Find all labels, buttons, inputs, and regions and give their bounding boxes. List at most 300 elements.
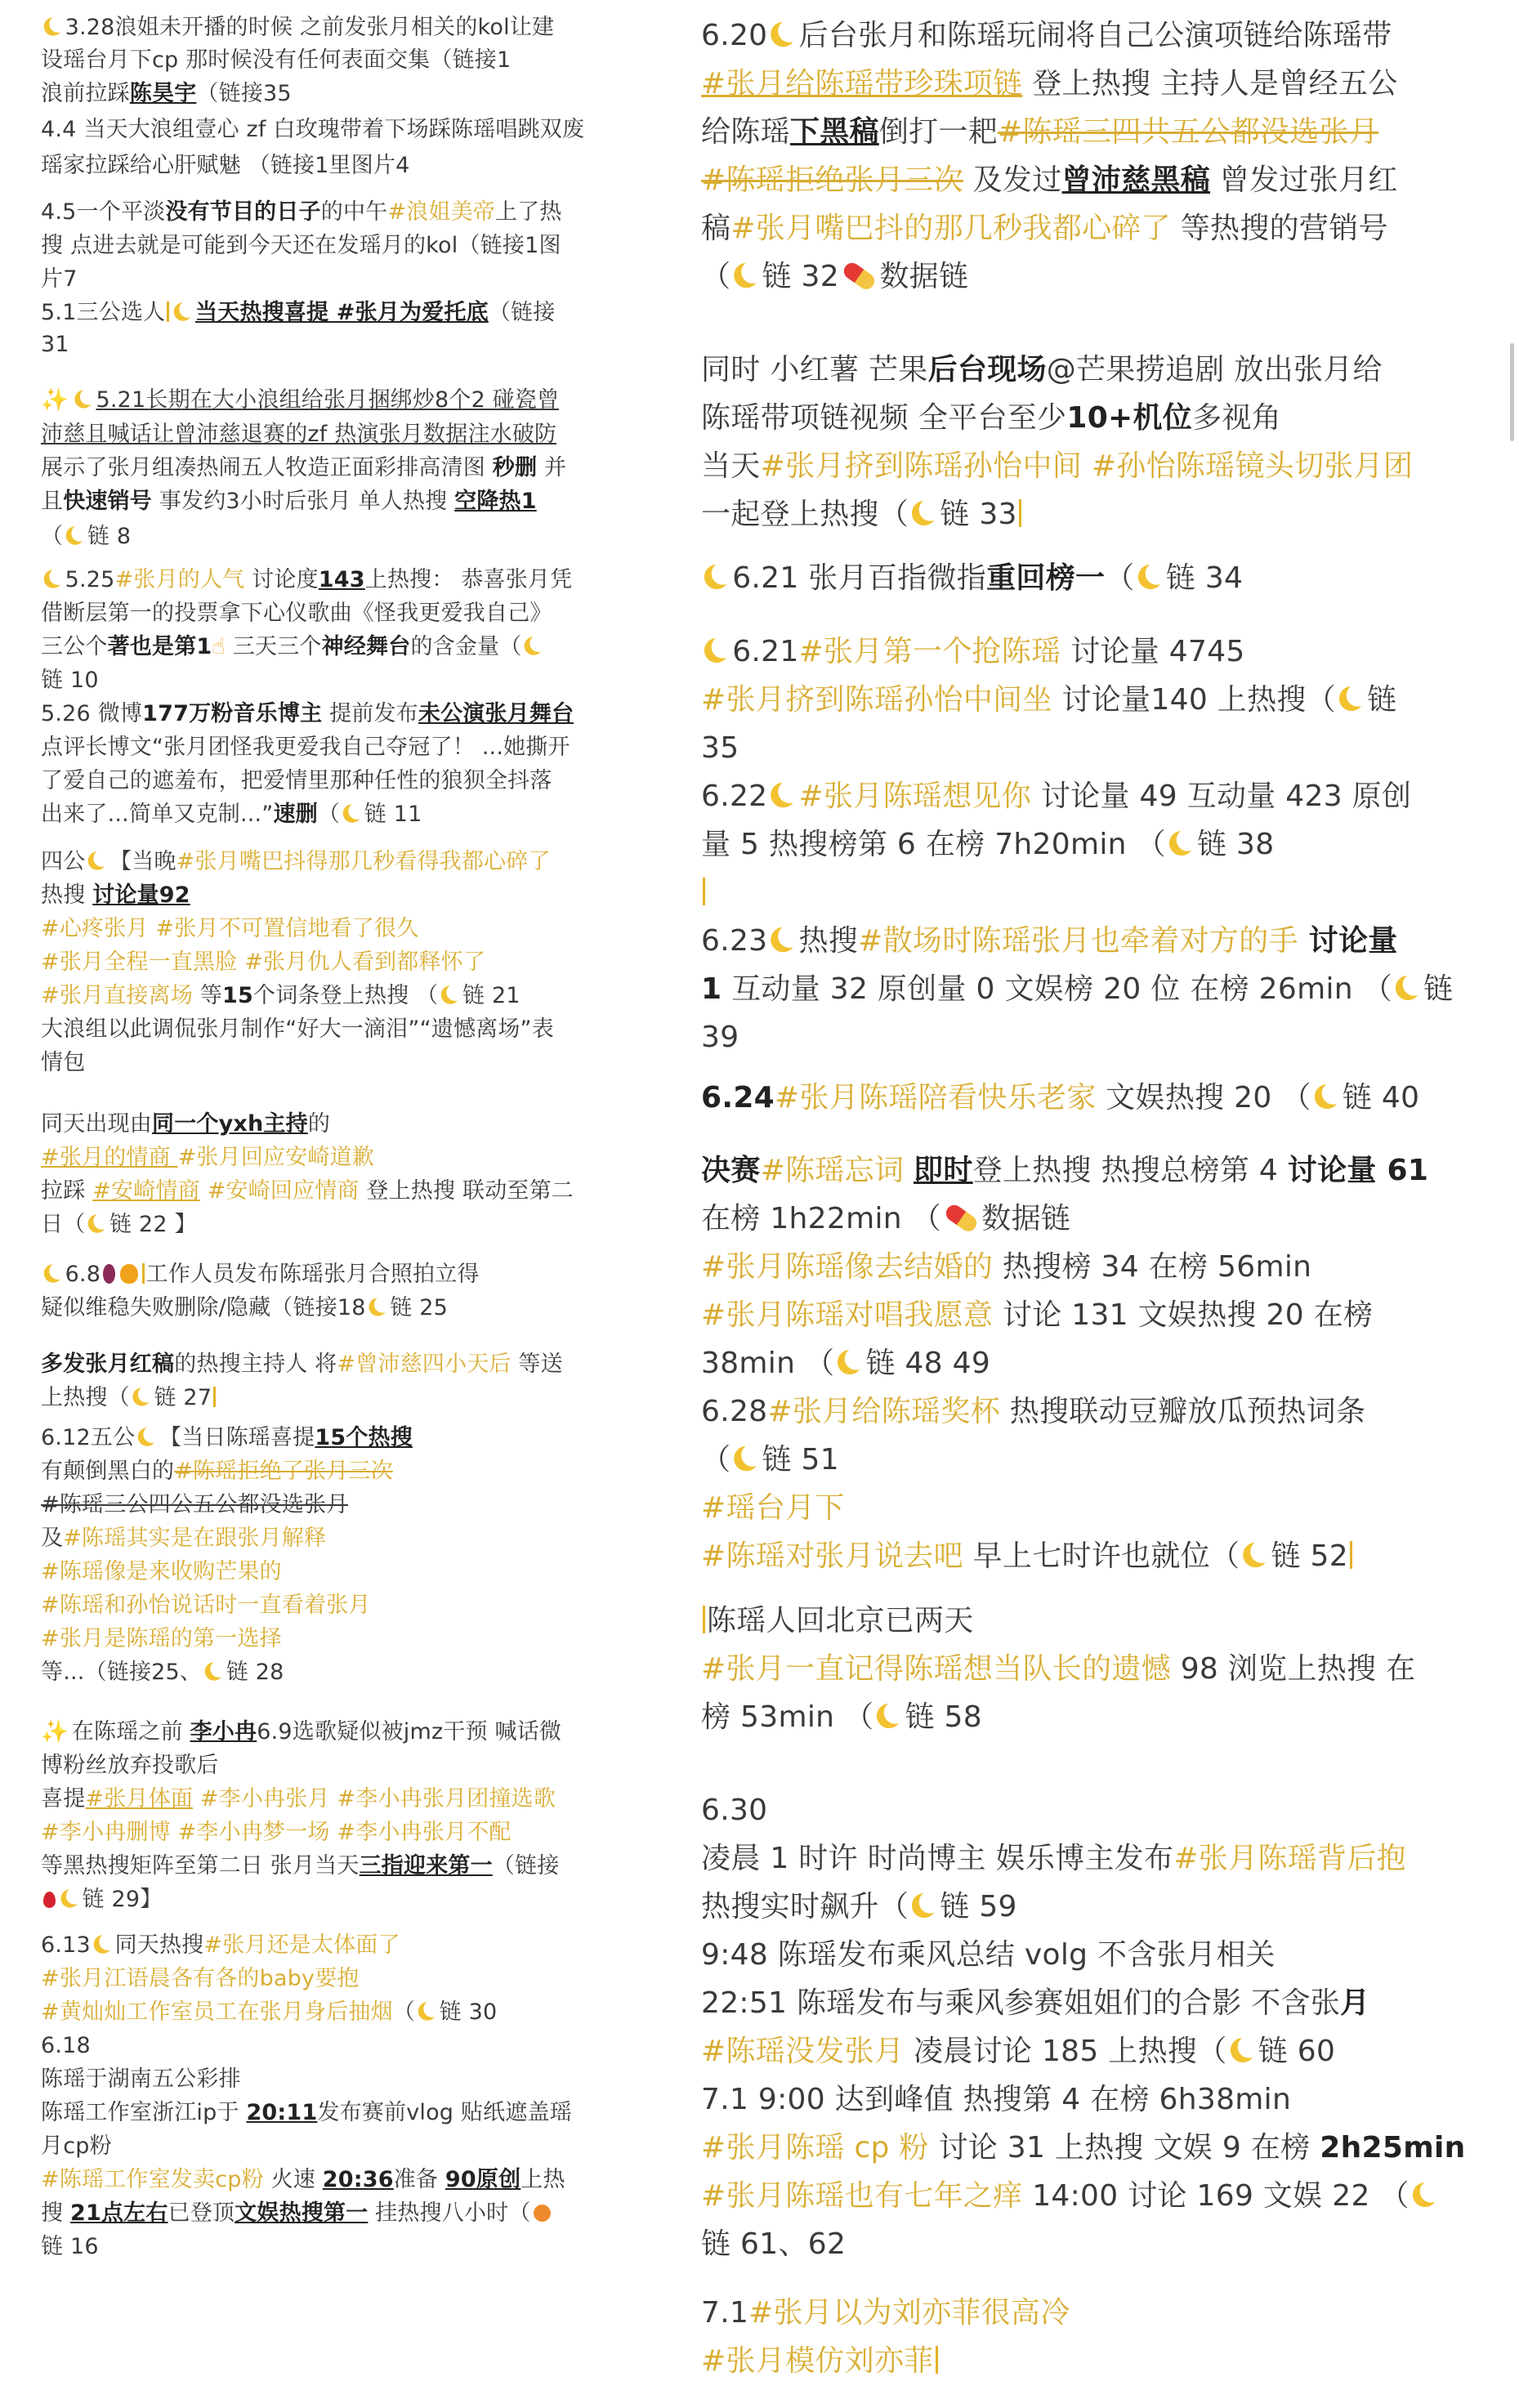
hashtag[interactable]: #陈瑶其实是在跟张月解释 [63,1526,327,1551]
text-segment: 登上热搜 主持人是曾经五公 [1022,67,1398,101]
text-segment: 文娱热搜第一 [235,2200,369,2226]
text-segment: 已登顶 [168,2200,235,2226]
text-segment: 瑶家拉踩给心肝赋魅 （链接1里图片4 [41,153,410,178]
hashtag[interactable]: #张月嘴巴抖得那几秒看得我都心碎了 [176,849,551,874]
text-line [701,774,1411,820]
moon-emoji-icon [1338,685,1365,713]
text-segment: 6.8 [65,1262,101,1287]
moon-emoji-icon [910,499,938,527]
hashtag[interactable]: #陈瑶像是来收购芒果的 [41,1559,282,1584]
text-segment: 38min （ [701,1347,835,1380]
text-line [701,1015,739,1061]
text-segment: 陈昊宇 [129,81,197,106]
text-segment: 链 16 [41,2234,99,2259]
text-segment: 陈瑶工作室浙江ip于 [41,2100,247,2125]
text-segment: 讨论量 49 互动量 423 原创 [1031,780,1412,813]
text-line [41,664,99,697]
text-line [701,1788,767,1834]
hashtag[interactable]: #张月陈瑶也有七年之痒 [701,2179,1023,2213]
text-segment: 月 [1340,1986,1370,2020]
text-line [701,2077,1291,2123]
hashtag[interactable]: #张月挤到陈瑶孙怡中间 #孙怡陈瑶镜头切张月团 [760,449,1414,483]
text-segment: 6.20 [701,19,768,52]
text-segment: 链 29】 [82,1887,163,1912]
text-segment: 决赛 [701,1154,761,1187]
text-line [41,597,552,630]
text-line [701,109,1378,155]
text-line [41,2030,91,2062]
pill-emoji-icon [841,260,878,293]
text-segment: 5.25 [65,567,115,592]
text-segment: 7.1 [701,2296,749,2330]
text-line [41,230,561,262]
text-line [41,1996,497,2029]
text-line [41,11,554,44]
text-line [41,1422,413,1454]
text-segment: 设瑶台月下cp 那时候没有任何表面交集（链接1 [41,47,512,73]
text-segment: 了爱自己的遮羞布，把爱情里那种任性的狼狈全抖落 [41,768,552,793]
text-line [701,395,1281,441]
text-line [41,698,574,730]
text-line [701,1534,1354,1579]
text-line [701,1598,974,1644]
text-segment: 链 58 [905,1700,982,1734]
moon-emoji-icon [417,2001,438,2022]
text-line [701,1884,1017,1930]
text-segment: 四公 [41,849,86,874]
text-line [41,2063,241,2096]
text-line [41,1108,330,1141]
text-segment: 神经舞台 [321,634,411,659]
text-line [41,631,546,663]
hashtag[interactable]: #张月陈瑶像去结婚的 [701,1250,994,1284]
text-segment: 6.24 [701,1081,775,1115]
text-segment: 多视角 [1192,401,1282,435]
hashtag[interactable]: #张月给陈瑶奖杯 [767,1395,1000,1428]
hashtag[interactable]: #陈瑶工作室发卖cp粉 [41,2167,264,2192]
moon-emoji-icon [1168,829,1195,857]
text-segment: @芒果捞追剧 放出张月给 [1046,353,1383,386]
text-segment: 工作人员发布陈瑶张月合照拍立得 [145,1262,480,1287]
text-segment: 提前发布 [322,701,418,726]
text-line [701,967,1453,1012]
text-line [41,731,570,764]
text-cursor-icon [703,878,705,905]
text-segment: 文娱热搜 20 （ [1096,1081,1311,1115]
text-segment: 21点左右 [69,2200,168,2226]
hashtag[interactable]: #张月回应安崎道歉 [177,1145,375,1170]
text-line [41,1141,374,1174]
text-segment: 著也是第1 [107,634,212,659]
text-segment: 20:11 [246,2100,318,2125]
hashtag[interactable]: #张月的人气 [114,567,245,592]
text-segment: 5.26 微博 [41,701,143,726]
text-segment: 39 [701,1021,739,1054]
text-line [701,1341,990,1387]
text-line [701,1075,1419,1121]
text-segment: 热搜榜 34 在榜 56min [993,1250,1312,1284]
text-line [41,452,566,485]
hashtag[interactable]: #张月模仿刘亦菲 [701,2344,934,2378]
text-segment: 搜 [41,2200,70,2226]
column-divider [666,0,676,2408]
text-segment: 有颠倒黑白的 [41,1459,175,1484]
text-line [41,114,584,146]
hashtag[interactable]: #李小冉张月 #李小冉张月团撞选歌 [193,1786,556,1812]
text-segment: （ [41,524,64,549]
moon-emoji-icon [1137,563,1164,591]
text-segment: 互动量 32 原创量 0 文娱榜 20 位 在榜 26min （ [722,972,1392,1006]
text-segment: 讨论量 4745 [1061,635,1245,668]
text-segment: （ [317,802,341,827]
text-line [41,564,572,596]
text-line [701,492,1023,538]
text-line [41,1348,563,1381]
text-segment: 借断层第一的投票拿下心仪歌曲《怪我更爱我自己》 [41,601,552,626]
text-segment: 数据链 [981,1202,1071,1235]
moon-emoji-icon [769,781,797,809]
text-line [701,1695,982,1740]
text-line [41,196,562,229]
text-segment: 展示了张月组凑热闹五人牧造正面彩排高清图 [41,455,493,480]
text-segment: 喜提 [41,1786,86,1812]
text-segment: 后台张月和陈瑶玩闹将自己公演项链给陈瑶带 [798,19,1392,52]
hashtag[interactable]: #黄灿灿工作室员工在张月身后抽烟 [41,1999,393,2025]
hashtag[interactable]: #陈瑶和孙怡说话时一直看着张月 [41,1593,371,1618]
hashtag[interactable]: #心疼张月 #张月不可置信地看了很久 [41,916,419,941]
text-segment: 上了热 [494,199,562,225]
text-line [41,1382,217,1414]
moon-emoji-icon [87,1213,108,1235]
text-segment: 1 [701,972,722,1006]
text-segment: （链接35 [196,81,292,106]
text-line [701,870,707,916]
hashtag[interactable]: #张月体面 [85,1786,194,1812]
text-segment: 讨论 31 上热搜 文娱 9 在榜 [928,2131,1320,2165]
text-segment: 链 52 [1271,1539,1348,1573]
moon-emoji-icon [132,1387,153,1408]
hashtag[interactable]: #张月直接离场 [41,983,194,1008]
text-line [41,946,485,979]
hashtag[interactable]: #张月第一个抢陈瑶 [798,635,1061,668]
text-segment: 的 [307,1111,331,1137]
text-segment: 等热搜的营销号 [1170,212,1388,245]
text-line [41,1749,219,1782]
hashtag[interactable]: #张月给陈瑶带珍珠项链 [701,67,1023,101]
text-segment: 等送 [511,1351,563,1377]
text-segment: 博粉丝放弃投歌后 [41,1753,219,1778]
text-segment: 在陈瑶之前 [71,1719,190,1745]
hashtag[interactable]: #陈瑶拒绝了张月三次 [174,1459,393,1484]
moon-emoji-icon [1313,1083,1341,1110]
text-segment: 重回榜一 [986,561,1106,595]
moon-emoji-icon [836,1348,864,1376]
text-segment: 143 [318,567,365,592]
moon-emoji-icon [440,985,461,1006]
text-line [701,1196,1070,1242]
moon-emoji-icon [732,1445,760,1472]
hashtag[interactable]: #张月全程一直黑脸 #张月仇人看到都释怀了 [41,949,486,975]
text-segment: 链 21 [462,983,520,1008]
text-segment: 6.9选歌疑似被jmz干预 喊话微 [257,1719,562,1745]
text-line [701,2222,846,2267]
text-segment: 【当晚 [109,849,176,874]
text-segment: 链 11 [364,802,422,827]
hashtag[interactable]: #散场时陈瑶张月也牵着对方的手 [858,924,1298,958]
text-segment: 事发约3小时后张月 单人热搜 [152,489,455,514]
text-segment: 6.21 [732,635,799,668]
text-segment: 链 [1423,972,1454,1006]
hashtag[interactable]: #张月还是太体面了 [203,1932,400,1958]
moon-emoji-icon [65,525,86,547]
moon-emoji-icon [769,20,797,48]
hashtag[interactable]: #张月以为刘亦菲很高冷 [748,2296,1070,2330]
text-segment: 出来了...简单又克制...” [41,802,274,827]
hashtag[interactable]: #张月嘴巴抖的那几秒我都心碎了 [730,212,1171,245]
moon-emoji-icon [703,637,730,664]
text-segment: 10+机位 [1066,401,1193,435]
text-cursor-icon [213,1387,216,1408]
hashtag[interactable]: #张月的情商 [41,1145,178,1170]
text-line [41,78,292,110]
hashtag[interactable]: #陈瑶拒绝张月三次 [701,163,963,197]
text-segment: 未公演张月舞台 [418,701,574,726]
moon-emoji-icon [74,389,95,410]
moon-emoji-icon [368,1297,389,1318]
text-segment: 火速 [263,2167,323,2192]
moon-emoji-icon [1394,974,1422,1002]
text-segment: 5.1三公选人 [41,300,166,325]
moon-emoji-icon [342,803,363,824]
text-line [41,418,556,451]
moon-emoji-icon [1241,1541,1269,1569]
text-line [41,297,555,329]
text-line [41,1929,400,1962]
text-segment: 热搜 [41,882,93,908]
text-line [701,1932,1276,1978]
text-segment: 链 40 [1342,1081,1420,1115]
text-line [41,2097,572,2129]
text-line [41,2130,112,2163]
text-line [41,1175,574,1208]
text-segment: 6.13 [41,1932,91,1958]
hashtag[interactable]: #李小冉删博 #李小冉梦一场 #李小冉张月不配 [41,1820,512,1845]
hashtag[interactable]: #张月是陈瑶的第一选择 [41,1626,282,1651]
text-segment: 月cp粉 [41,2133,112,2159]
text-line [41,1816,512,1849]
text-line [41,328,69,361]
text-segment: 4.4 当天大浪组壹心 zf 白玫瑰带着下场踩陈瑶唱跳双废 [41,117,585,142]
text-segment: 链 38 [1196,828,1275,861]
text-line [701,1437,839,1483]
text-segment: 等 [193,983,223,1008]
text-segment: 稿 [701,212,731,245]
moon-emoji-icon [203,1661,225,1682]
text-line [41,798,422,831]
text-segment: 同一个yxh主持 [152,1111,308,1137]
text-line [41,1522,326,1555]
text-segment: 6.12五公 [41,1425,136,1450]
text-segment: 链 33 [940,498,1017,531]
text-segment: 链 59 [940,1890,1017,1923]
text-segment: 9:48 陈瑶发布乘风总结 volg 不含张月相关 [701,1938,1276,1972]
text-segment: 登上热搜 热搜总榜第 4 [972,1154,1288,1187]
text-segment: （链接 [488,300,556,325]
text-segment: 讨论量92 [92,882,190,908]
text-segment: 等黑热搜矩阵至第二日 张月当天 [41,1853,360,1879]
moon-emoji-icon [42,1263,64,1284]
text-line [41,1258,480,1291]
text-segment: 准备 [393,2167,445,2192]
text-segment: 当天 [701,449,761,483]
pill-emoji-icon [943,1202,980,1235]
text-cursor-icon [1019,499,1021,527]
hashtag[interactable]: #瑶台月下 [701,1491,845,1525]
moon-emoji-icon [1229,2036,1257,2064]
text-segment: 6.23 [701,924,768,958]
text-segment: 在榜 1h22min （ [701,1202,941,1235]
text-line [701,2339,940,2384]
text-line [701,2290,1070,2336]
text-line [701,918,1398,964]
text-segment: 4.5一个平淡 [41,199,166,225]
text-segment: 曾发过张月红 [1210,163,1398,197]
text-segment: 并 [537,455,567,480]
text-line [41,520,131,553]
hashtag[interactable]: #张月陈瑶对唱我愿意 [701,1298,994,1332]
hashtag[interactable]: #陈瑶三四共五公都没选张月 [998,115,1379,149]
text-line [41,846,551,878]
text-segment: 登上热搜 联动至第二 [359,1178,574,1204]
sparkle-emoji-icon: ✨ [41,387,69,413]
hashtag[interactable]: #安崎情商 [92,1178,200,1204]
text-segment: 热搜实时飙升（ [701,1890,909,1923]
text-line [41,980,520,1012]
text-line [701,726,739,771]
peach-emoji-icon [534,2205,552,2223]
text-line [701,158,1398,203]
aubergine-emoji-icon [103,1264,115,1284]
text-segment: 下黑稿 [789,115,879,149]
text-segment: 链 8 [87,524,132,549]
text-line [701,1836,1406,1882]
hashtag[interactable]: #安崎回应情商 [199,1178,360,1204]
text-segment: 链 10 [41,668,99,693]
text-line [41,1047,85,1079]
text-line [701,2029,1335,2075]
text-segment: 6.28 [701,1395,768,1428]
text-line [41,1623,282,1655]
text-segment: 22:51 陈瑶发布与乘风参赛姐姐们的合影 不含张 [701,1986,1341,2020]
text-segment: 6.30 [701,1794,768,1827]
hashtag[interactable]: #张月挤到陈瑶孙怡中间坐 [701,683,1052,717]
text-segment: （ [701,1443,731,1477]
text-segment: 三指迎来第一 [359,1853,493,1879]
text-line [41,879,190,912]
text-cursor-icon [703,1606,705,1633]
text-line [41,2231,99,2263]
moon-emoji-icon [172,302,194,323]
text-line [41,1013,554,1046]
hashtag[interactable]: #张月一直记得陈瑶想当队长的遗憾 [701,1652,1171,1686]
text-segment: 热搜联动豆瓣放瓜预热词条 [999,1395,1366,1428]
text-segment: 链 [1367,683,1397,717]
text-line [41,1556,282,1588]
text-segment: 的含金量（ [410,634,522,659]
hashtag[interactable]: #张月江语晨各有各的baby要抱 [41,1966,360,1991]
text-segment: 拉踩 [41,1178,93,1204]
moon-emoji-icon [523,636,544,657]
text-segment: 14:00 讨论 169 文娱 22 （ [1022,2179,1410,2213]
text-line [701,677,1396,723]
text-segment [904,1154,914,1187]
text-line [41,1716,561,1749]
text-line [41,263,78,296]
moon-emoji-icon [42,16,64,38]
hashtag[interactable]: #张月陈瑶 cp 粉 [701,2131,929,2165]
text-line [701,347,1383,393]
text-segment: 且 [41,489,64,514]
hashtag[interactable]: #曾沛慈四小天后 [337,1351,512,1377]
text-segment: 20:36 [322,2167,394,2192]
text-segment: 上热搜（ [41,1385,130,1410]
text-segment: 片7 [41,266,78,292]
text-segment: 及 [41,1526,64,1551]
text-segment: 空降热1 [454,489,537,514]
text-segment: 链 51 [762,1443,839,1477]
text-segment: 链 61、62 [701,2227,847,2261]
text-segment: 5.21长期在大小浪组给张月捆绑炒8个2 碰瓷曾 [96,387,560,413]
text-segment: 三公个 [41,634,108,659]
hashtag[interactable]: #陈瑶对张月说去吧 [701,1539,963,1573]
text-line [701,822,1274,868]
text-segment: 讨论度 [244,567,319,592]
text-segment: 挂热搜八小时（ [368,2200,531,2226]
text-segment: 6.21 张月百指微指 [732,561,987,595]
text-segment: 当天热搜喜提 #张月为爱托底 [194,300,489,325]
text-segment: （ [1105,561,1135,595]
text-line [41,1489,348,1521]
hashtag[interactable]: #张月陈瑶想见你 [798,780,1032,813]
text-segment: 90原创 [445,2167,521,2192]
text-line [41,1783,556,1816]
hashtag[interactable]: #浪姐美帝 [387,199,495,225]
text-segment: 98 浏览上热搜 在 [1170,1652,1416,1686]
text-line [701,1244,1311,1290]
text-line [41,1883,162,1916]
text-segment: 链 60 [1258,2035,1336,2068]
hashtag[interactable]: #张月陈瑶陪看快乐老家 [775,1081,1097,1115]
scrollbar-thumb[interactable] [1510,343,1514,441]
text-line [701,2173,1441,2219]
text-segment: 链 34 [1165,561,1244,595]
moon-emoji-icon [910,1892,938,1919]
text-segment: 讨论量 61 [1287,1154,1429,1187]
text-segment: 31 [41,332,69,357]
text-segment: 一起登上热搜（ [701,498,909,531]
text-segment: 个词条登上热搜 （ [253,983,439,1008]
hashtag[interactable]: #陈瑶没发张月 [701,2035,905,2068]
text-cursor-icon [936,2346,938,2374]
pointing-hand-icon: ☝ [212,634,226,659]
text-segment: 三天三个 [226,634,322,659]
text-segment: 发布赛前vlog 贴纸遮盖瑶 [317,2100,572,2125]
hashtag[interactable]: #陈瑶忘词 [760,1154,905,1187]
hashtag[interactable]: #张月陈瑶背后抱 [1173,1842,1406,1875]
moon-emoji-icon [703,563,730,591]
text-line [701,1148,1428,1194]
text-segment: 15个热搜 [315,1425,413,1450]
